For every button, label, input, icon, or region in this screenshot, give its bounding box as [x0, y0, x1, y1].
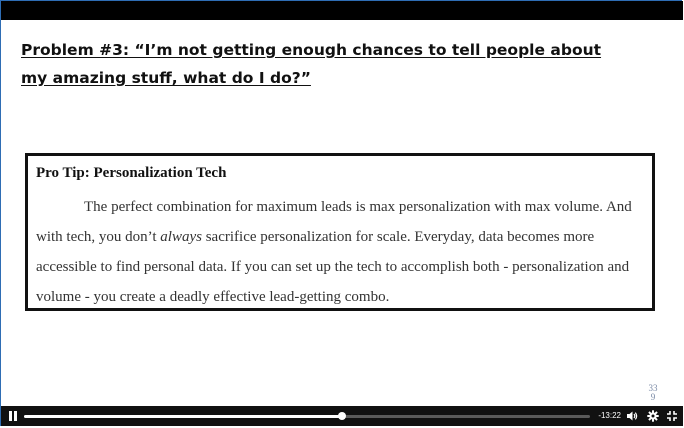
- pro-tip-box: [25, 153, 655, 311]
- page-number: [647, 384, 659, 402]
- progress-bar[interactable]: [24, 415, 590, 418]
- slide-heading: Problem #3: “I’m not getting enough chances to tell people about my amazing stuff, what do I do?”: [21, 41, 602, 87]
- volume-icon[interactable]: [626, 410, 638, 422]
- gear-icon[interactable]: [647, 410, 659, 422]
- page-number-line-1: 33: [648, 383, 658, 393]
- fullscreen-icon[interactable]: [666, 410, 678, 422]
- progress-fill: [24, 415, 342, 418]
- pro-tip-body-text: The perfect combination for maximum leads is max personalization with max volume. And with tech, you don’t: [36, 199, 632, 245]
- progress-handle[interactable]: [338, 412, 346, 420]
- player-controls: [1, 406, 683, 426]
- pro-tip-body-text-continued: sacrifice personalization for scale. Everyday, data becomes more accessible to find personal data. If you can set up the tech to accomplish both - personalization and volume - you create a deadly effective lead-getting combo.: [36, 229, 630, 305]
- pro-tip-title: Pro Tip: Personalization Tech: [36, 165, 227, 181]
- pro-tip-emphasis: always: [160, 229, 202, 245]
- pause-icon[interactable]: [8, 411, 18, 421]
- slide: [1, 20, 683, 406]
- time-remaining: -13:22: [598, 411, 621, 420]
- top-bar: [1, 1, 683, 20]
- pro-tip-body: [36, 192, 641, 312]
- page-number-line-2: 9: [650, 392, 656, 402]
